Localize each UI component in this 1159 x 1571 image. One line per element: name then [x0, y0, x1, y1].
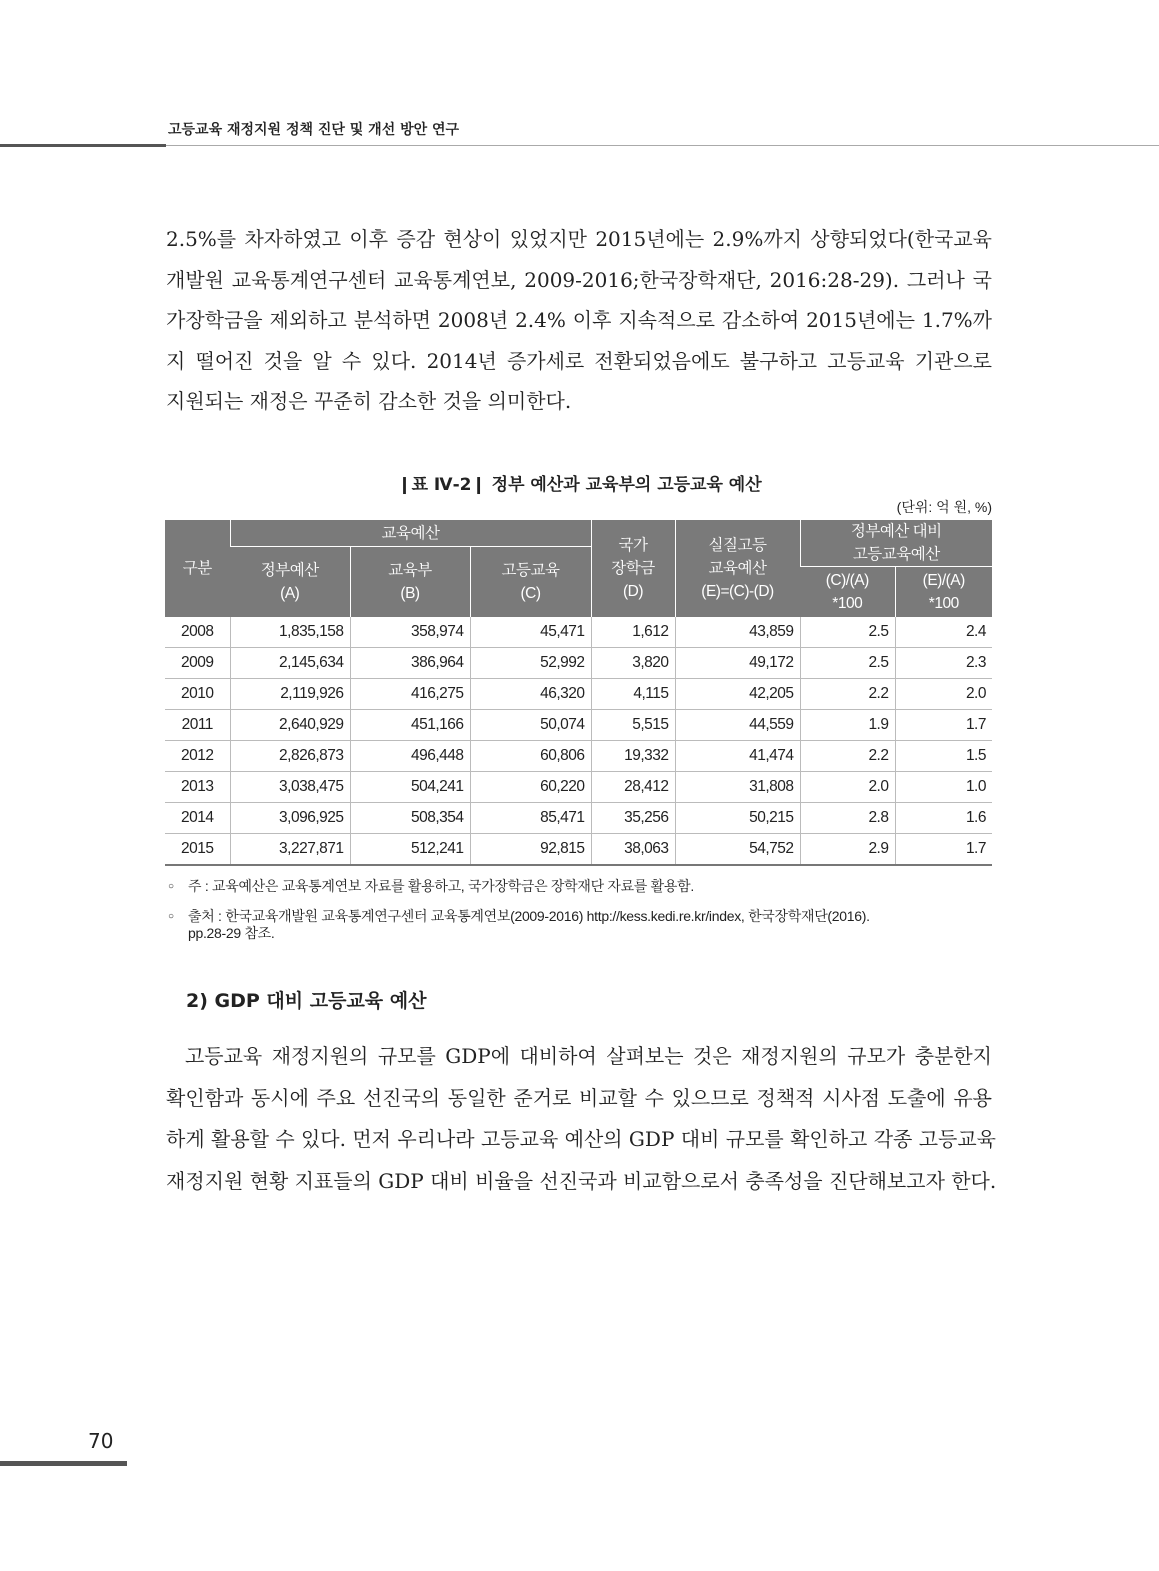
header-text: (D): [622, 583, 644, 600]
table-row: [165, 648, 992, 679]
year-cell: 2012: [165, 741, 230, 772]
value-cell: 2,826,873: [230, 741, 350, 772]
header-text: 고등교육: [501, 562, 560, 579]
value-cell: 508,354: [350, 803, 470, 834]
value-cell: 3,227,871: [230, 834, 350, 866]
value-cell: 2.5: [800, 617, 895, 648]
header-ratio: [800, 520, 992, 567]
value-cell: 2.2: [800, 679, 895, 710]
text-line: 개발원 교육통계연구센터 교육통계연보, 2009-2016;한국장학재단, 2016:28-29). 그러나 국: [166, 267, 992, 292]
source-text-cont: pp.28-29 참조.: [188, 925, 275, 941]
table-unit: (단위: 억 원, %): [896, 499, 992, 515]
value-cell: 416,275: [350, 679, 470, 710]
header-text: *100: [928, 595, 959, 612]
header-text: (A): [280, 585, 300, 602]
value-cell: 45,471: [470, 617, 591, 648]
value-cell: 1.7: [895, 710, 992, 741]
text-line: 고등교육 재정지원의 규모를 GDP에 대비하여 살펴보는 것은 재정지원의 규모가 충분한지: [166, 1044, 992, 1068]
header-text: (B): [400, 585, 420, 602]
table-row: [165, 803, 992, 834]
value-cell: 1,835,158: [230, 617, 350, 648]
value-cell: 2.3: [895, 648, 992, 679]
text-line: 지원되는 재정은 꾸준히 감소한 것을 의미한다.: [166, 389, 572, 413]
value-cell: 60,806: [470, 741, 591, 772]
year-cell: 2013: [165, 772, 230, 803]
year-cell: 2010: [165, 679, 230, 710]
header-text: 교육부: [388, 562, 432, 579]
year-cell: 2014: [165, 803, 230, 834]
header-text: 고등교육예산: [852, 546, 940, 563]
header-ratio-ea: [895, 567, 992, 618]
header-category: 구분: [165, 520, 230, 617]
header-text: 국가: [618, 537, 648, 554]
value-cell: 1.5: [895, 741, 992, 772]
header-text: (C)/(A): [825, 572, 869, 589]
text-line: 확인함과 동시에 주요 선진국의 동일한 준거로 비교할 수 있으므로 정책적 시사점 도출에 유용: [166, 1085, 992, 1110]
note-text: 주 : 교육예산은 교육통계연보 자료를 활용하고, 국가장학금은 장학재단 자료를 활용함.: [188, 878, 694, 894]
header-ratio-ca: [800, 567, 895, 618]
header-gov-budget: [230, 547, 350, 618]
value-cell: 85,471: [470, 803, 591, 834]
year-cell: 2011: [165, 710, 230, 741]
value-cell: 46,320: [470, 679, 591, 710]
header-text: (E)=(C)-(D): [701, 583, 774, 600]
value-cell: 504,241: [350, 772, 470, 803]
value-cell: 3,820: [591, 648, 675, 679]
text-line: 재정지원 현황 지표들의 GDP 대비 비율을 선진국과 비교함으로서 충족성을 진단해보고자 한다.: [166, 1168, 997, 1193]
header-text: 실질고등: [708, 537, 767, 554]
running-head: 고등교육 재정지원 정책 진단 및 개선 방안 연구: [168, 122, 460, 138]
value-cell: 49,172: [675, 648, 800, 679]
table-source: [168, 908, 870, 941]
value-cell: 4,115: [591, 679, 675, 710]
value-cell: 451,166: [350, 710, 470, 741]
value-cell: 2.9: [800, 834, 895, 866]
value-cell: 512,241: [350, 834, 470, 866]
header-text: 정부예산 대비: [850, 523, 942, 540]
value-cell: 2,640,929: [230, 710, 350, 741]
value-cell: 60,220: [470, 772, 591, 803]
table-note: [168, 878, 694, 895]
value-cell: 52,992: [470, 648, 591, 679]
table-row: [165, 710, 992, 741]
table-title: ❙표 Ⅳ-2❙ 정부 예산과 교육부의 고등교육 예산: [397, 475, 762, 495]
footer-bar: [0, 1461, 127, 1466]
value-cell: 43,859: [675, 617, 800, 648]
header-text: *100: [832, 595, 863, 612]
bullet-icon: ○: [168, 881, 174, 892]
header-real-he: [675, 520, 800, 617]
value-cell: 31,808: [675, 772, 800, 803]
value-cell: 28,412: [591, 772, 675, 803]
value-cell: 2.0: [800, 772, 895, 803]
value-cell: 2,145,634: [230, 648, 350, 679]
value-cell: 2.0: [895, 679, 992, 710]
value-cell: 496,448: [350, 741, 470, 772]
value-cell: 5,515: [591, 710, 675, 741]
value-cell: 44,559: [675, 710, 800, 741]
page-number: 70: [88, 1429, 114, 1453]
header-rule: [166, 145, 1159, 146]
value-cell: 1.7: [895, 834, 992, 866]
value-cell: 38,063: [591, 834, 675, 866]
source-text: 출처 : 한국교육개발원 교육통계연구센터 교육통계연보(2009-2016) http://kess.kedi.re.kr/index, 한국장학재단(2016).: [188, 908, 870, 924]
value-cell: 35,256: [591, 803, 675, 834]
text-line: 2.5%를 차자하였고 이후 증감 현상이 있었지만 2015년에는 2.9%까지 상향되었다(한국교육: [166, 227, 992, 251]
budget-table: [165, 520, 992, 866]
value-cell: 1.9: [800, 710, 895, 741]
text-line: 지 떨어진 것을 알 수 있다. 2014년 증가세로 전환되었음에도 불구하고 고등교육 기관으로: [166, 348, 992, 373]
header-text: (C): [520, 585, 541, 602]
table-row: [165, 741, 992, 772]
text-line: 가장학금을 제외하고 분석하면 2008년 2.4% 이후 지속적으로 감소하여 2015년에는 1.7%까: [166, 308, 992, 332]
value-cell: 2.2: [800, 741, 895, 772]
value-cell: 2.8: [800, 803, 895, 834]
bullet-icon: ○: [168, 911, 174, 922]
header-higher-ed: [470, 547, 591, 618]
header-text: (E)/(A): [922, 572, 965, 589]
header-text: 교육예산: [708, 560, 767, 577]
table-row: [165, 617, 992, 648]
header-moe: [350, 547, 470, 618]
value-cell: 1.6: [895, 803, 992, 834]
value-cell: 1.0: [895, 772, 992, 803]
section-heading: 2) GDP 대비 고등교육 예산: [186, 990, 427, 1012]
value-cell: 2.5: [800, 648, 895, 679]
body-paragraph-2: [166, 1036, 997, 1202]
value-cell: 358,974: [350, 617, 470, 648]
table-row: [165, 834, 992, 866]
value-cell: 42,205: [675, 679, 800, 710]
value-cell: 41,474: [675, 741, 800, 772]
value-cell: 19,332: [591, 741, 675, 772]
value-cell: 2,119,926: [230, 679, 350, 710]
year-cell: 2009: [165, 648, 230, 679]
value-cell: 3,038,475: [230, 772, 350, 803]
value-cell: 1,612: [591, 617, 675, 648]
header-text: 장학금: [611, 560, 655, 577]
table-row: [165, 679, 992, 710]
header-rule-accent: [0, 144, 166, 147]
header-text: 정부예산: [260, 562, 319, 579]
body-paragraph-1: [166, 219, 992, 422]
header-scholarship: [591, 520, 675, 617]
text-line: 하게 활용할 수 있다. 먼저 우리나라 고등교육 예산의 GDP 대비 규모를 확인하고 각종 고등교육: [166, 1127, 996, 1151]
value-cell: 50,215: [675, 803, 800, 834]
value-cell: 2.4: [895, 617, 992, 648]
value-cell: 3,096,925: [230, 803, 350, 834]
year-cell: 2008: [181, 623, 214, 640]
table-row: [165, 772, 992, 803]
year-cell: 2015: [165, 834, 230, 866]
value-cell: 50,074: [470, 710, 591, 741]
value-cell: 386,964: [350, 648, 470, 679]
value-cell: 54,752: [675, 834, 800, 866]
value-cell: 92,815: [470, 834, 591, 866]
header-edu-budget: 교육예산: [230, 520, 591, 547]
